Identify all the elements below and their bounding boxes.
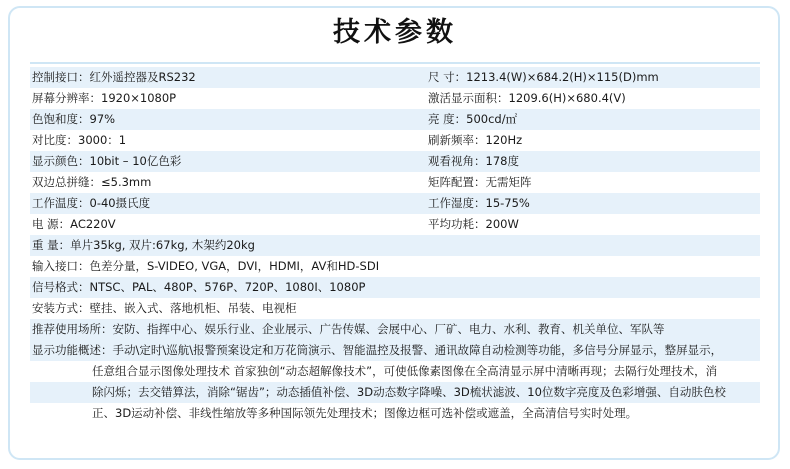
spec-row — [30, 319, 760, 340]
function-line — [30, 340, 760, 361]
spec-left — [32, 214, 116, 235]
spec-row — [30, 130, 760, 151]
spec-value: 红外遥控器及RS232 — [89, 70, 196, 84]
spec-label: 显示颜色： — [32, 154, 90, 168]
spec-label: 刷新频率： — [428, 133, 486, 147]
spec-row — [30, 172, 760, 193]
spec-value: 1209.6(H)×680.4(V) — [508, 91, 626, 105]
spec-row — [30, 256, 760, 277]
spec-value: 壁挂、嵌入式、落地机柜、吊装、电视柜 — [89, 301, 297, 315]
function-text: 手动\定时\巡航\报警预案设定和万花筒演示、智能温控及报警、通讯故障自动检测等功能，多信号分屏显示，整屏显示， — [112, 343, 723, 357]
spec-value: NTSC、PAL、480P、576P、720P、1080I、1080P — [89, 280, 366, 294]
spec-value: 0-40摄氏度 — [89, 196, 151, 210]
spec-left — [32, 172, 151, 193]
spec-left — [32, 298, 297, 319]
function-text: 任意组合显示图像处理技术 首家独创“动态超解像技术”，可使低像素图像在全高清显示屏中清晰再现；去隔行处理技术，消 — [92, 364, 718, 378]
page-title: 技术参数 — [333, 17, 457, 48]
spec-value: 15-75% — [485, 196, 530, 210]
spec-right — [428, 109, 517, 130]
function-line — [30, 361, 760, 382]
spec-label: 电 源： — [32, 217, 71, 231]
spec-right — [428, 130, 522, 151]
spec-right — [428, 67, 659, 88]
spec-value: 10bit – 10亿色彩 — [89, 154, 182, 168]
spec-left — [32, 67, 196, 88]
spec-label: 平均功耗： — [428, 217, 486, 231]
spec-right — [428, 151, 519, 172]
spec-label: 观看视角： — [428, 154, 486, 168]
spec-value: 200W — [485, 217, 519, 231]
spec-row — [30, 88, 760, 109]
spec-label: 对比度： — [32, 133, 78, 147]
spec-right — [428, 193, 530, 214]
spec-label: 工作湿度： — [428, 196, 486, 210]
spec-value: 1213.4(W)×684.2(H)×115(D)mm — [466, 70, 659, 84]
spec-left — [32, 109, 115, 130]
spec-value: 120Hz — [485, 133, 523, 147]
spec-label: 激活显示面积： — [428, 91, 509, 105]
spec-label: 推荐使用场所： — [32, 322, 113, 336]
spec-row — [30, 109, 760, 130]
function-line — [30, 382, 760, 403]
spec-left — [32, 277, 365, 298]
spec-label: 控制接口： — [32, 70, 90, 84]
spec-left — [32, 256, 379, 277]
spec-value: AC220V — [70, 217, 116, 231]
spec-value: 500cd/㎡ — [466, 112, 518, 126]
spec-label: 亮 度： — [428, 112, 467, 126]
spec-right — [428, 214, 519, 235]
spec-value: 178度 — [485, 154, 519, 168]
function-text: 正、3D运动补偿、非线性缩放等多种国际领先处理技术；图像边框可选补偿或遮盖，全高清信号实时处理。 — [92, 406, 638, 420]
spec-label: 色饱和度： — [32, 112, 90, 126]
spec-value: 1920×1080P — [101, 91, 177, 105]
spec-row — [30, 214, 760, 235]
spec-row — [30, 67, 760, 88]
spec-label: 屏幕分辨率： — [32, 91, 101, 105]
spec-row — [30, 151, 760, 172]
title-divider — [30, 62, 760, 64]
spec-label: 尺 寸： — [428, 70, 467, 84]
spec-row — [30, 193, 760, 214]
spec-value: 色差分量，S-VIDEO, VGA，DVI，HDMI，AV和HD-SDI — [89, 259, 380, 273]
function-line — [30, 403, 760, 424]
spec-value: ≤5.3mm — [101, 175, 152, 189]
spec-value: 无需矩阵 — [485, 175, 532, 189]
spec-left — [32, 193, 150, 214]
function-label: 显示功能概述： — [32, 343, 113, 357]
function-overview — [30, 340, 760, 424]
spec-left — [32, 319, 665, 340]
spec-row — [30, 235, 760, 256]
spec-row — [30, 298, 760, 319]
spec-value: 97% — [89, 112, 116, 126]
spec-value: 安防、指挥中心、娱乐行业、企业展示、广告传媒、会展中心、厂矿、电力、水利、教育、机关单位、军队等 — [112, 322, 665, 336]
spec-right — [428, 88, 626, 109]
spec-left — [32, 130, 126, 151]
spec-label: 输入接口： — [32, 259, 90, 273]
spec-row — [30, 277, 760, 298]
spec-value: 单片35kg, 双片:67kg, 木架约20kg — [70, 238, 255, 252]
spec-label: 安装方式： — [32, 301, 90, 315]
function-text: 除闪烁；去交错算法，消除“锯齿”；动态插值补偿、3D动态数字降噪、3D梳状滤波、10位数字亮度及色彩增强、自动肤色校 — [92, 385, 726, 399]
spec-left — [32, 88, 176, 109]
spec-label: 矩阵配置： — [428, 175, 486, 189]
spec-right — [428, 172, 532, 193]
spec-left — [32, 151, 181, 172]
spec-label: 双边总拼缝： — [32, 175, 101, 189]
spec-label: 工作温度： — [32, 196, 90, 210]
spec-left — [32, 235, 255, 256]
spec-label: 重 量： — [32, 238, 71, 252]
spec-label: 信号格式： — [32, 280, 90, 294]
spec-value: 3000：1 — [78, 133, 127, 147]
